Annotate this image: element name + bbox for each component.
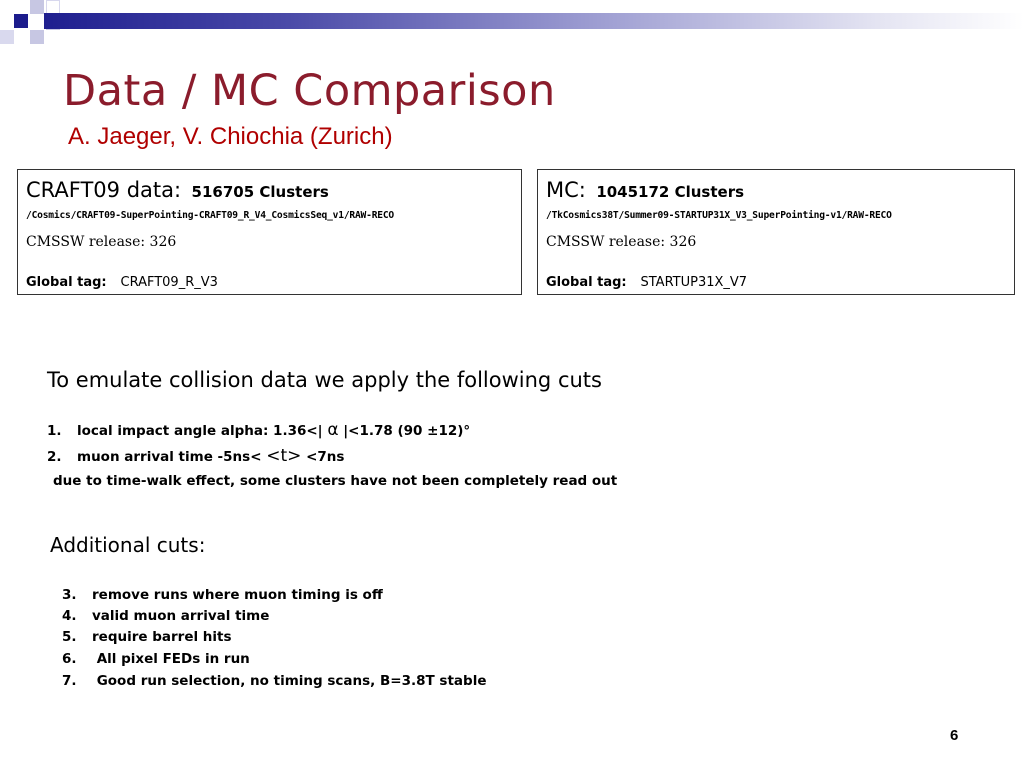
corner-square-decoration [30,30,44,44]
cuts-note: due to time-walk effect, some clusters have not been completely read out [53,473,618,489]
cut-text-tail: <7ns [306,449,345,465]
data-box-label: CRAFT09 data: [26,178,182,202]
mc-global-tag-label: Global tag: [546,275,627,290]
cut-text-tail: |<1.78 (90 ±12)° [343,423,471,439]
cut-item [47,420,470,440]
alpha-symbol: α [327,420,339,440]
additional-cut-item [62,651,250,667]
cut-text: muon arrival time -5ns< [77,449,262,465]
cut-text: Good run selection, no timing scans, B=3.8T stable [92,673,487,689]
cut-number: 6. [62,651,77,667]
mc-global-tag-value: STARTUP31X_V7 [640,275,748,290]
cut-number: 2. [47,449,62,465]
cut-text: remove runs where muon timing is off [92,587,383,603]
data-global-tag [26,273,218,290]
mc-box-label: MC: [546,178,586,202]
cut-number: 4. [62,608,77,624]
cut-item [47,446,344,466]
corner-square-decoration [14,14,28,28]
cut-number: 3. [62,587,77,603]
data-cmssw-release: CMSSW release: 326 [26,234,177,250]
data-global-tag-label: Global tag: [26,275,107,290]
cut-number: 5. [62,629,77,645]
mc-cmssw-release: CMSSW release: 326 [546,234,697,250]
cut-text: require barrel hits [92,629,232,645]
data-box-header [26,178,329,202]
mc-box-header [546,178,744,202]
additional-cut-item [62,587,383,603]
mc-info-box [537,169,1015,295]
mc-cluster-count: 1045172 Clusters [596,183,745,201]
page-number: 6 [950,727,959,744]
data-info-box [17,169,522,295]
slide-subtitle: A. Jaeger, V. Chiochia (Zurich) [68,123,393,150]
cut-text: valid muon arrival time [92,608,270,624]
corner-square-decoration [0,30,14,44]
cut-text: All pixel FEDs in run [92,651,250,667]
cuts-heading: To emulate collision data we apply the following cuts [47,368,602,392]
data-dataset-path: /Cosmics/CRAFT09-SuperPointing-CRAFT09_R_V4_CosmicsSeq_v1/RAW-RECO [26,210,395,221]
data-cluster-count: 516705 Clusters [191,183,329,201]
cut-text: local impact angle alpha: 1.36<| [77,423,323,439]
additional-cut-item [62,673,486,689]
slide-title: Data / MC Comparison [63,66,556,116]
data-global-tag-value: CRAFT09_R_V3 [120,275,218,290]
mc-dataset-path: /TkCosmics38T/Summer09-STARTUP31X_V3_SuperPointing-v1/RAW-RECO [546,210,892,221]
mc-global-tag [546,273,747,290]
time-symbol: <t> [266,446,302,466]
corner-square-decoration [30,0,44,14]
additional-cut-item [62,608,269,624]
additional-cut-item [62,629,232,645]
cut-number: 7. [62,673,77,689]
top-gradient-bar [44,13,1024,29]
cut-number: 1. [47,423,62,439]
additional-cuts-heading: Additional cuts: [50,533,206,557]
corner-square-decoration [46,0,60,14]
